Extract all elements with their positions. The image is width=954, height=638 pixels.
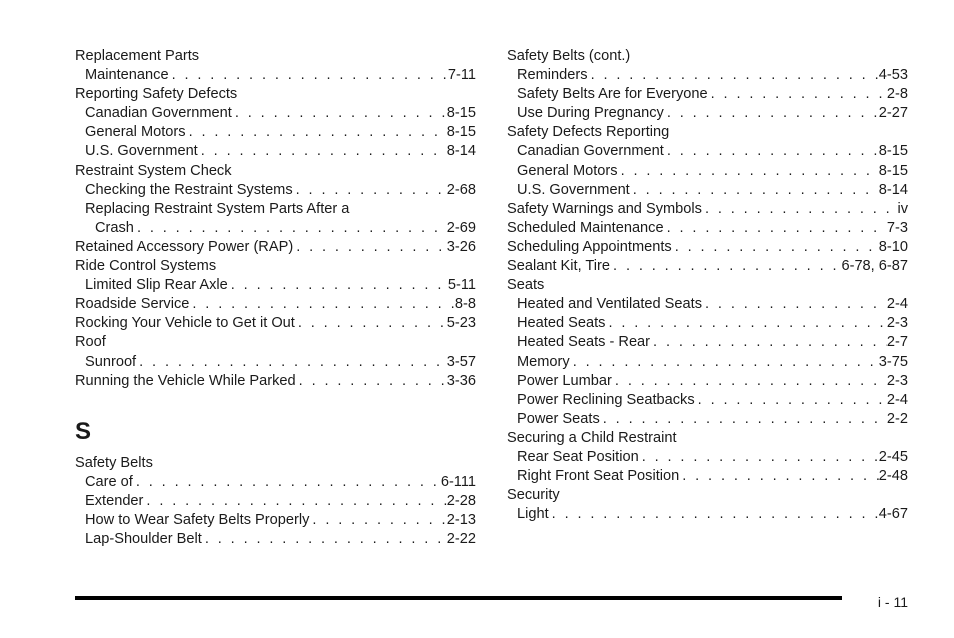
entry-text: Safety Defects Reporting (507, 124, 670, 141)
entry-text: Extender (85, 492, 144, 509)
index-subentry (75, 492, 476, 511)
page-reference: 3-26 (446, 238, 476, 255)
entry-text: General Motors (85, 124, 186, 141)
index-subentry (75, 142, 476, 161)
page-reference: 8-15 (878, 162, 908, 179)
dot-leader (702, 295, 887, 314)
dot-leader (702, 200, 898, 219)
entry-text: Reporting Safety Defects (75, 86, 238, 103)
dot-leader (198, 142, 447, 161)
entry-text: Safety Warnings and Symbols (507, 200, 702, 217)
entry-text: Power Seats (517, 410, 600, 427)
index-subentry (507, 142, 908, 161)
page-reference: 8-10 (878, 238, 908, 255)
index-column-right (507, 47, 908, 524)
index-entry (75, 454, 476, 473)
page-reference: 6-111 (440, 473, 476, 490)
index-entry (507, 200, 908, 219)
entry-text: Security (507, 487, 560, 504)
entry-text: Roof (75, 334, 106, 351)
index-entry (75, 47, 476, 66)
page-reference: 4-67 (878, 506, 908, 523)
page-reference: 2-48 (878, 468, 908, 485)
dot-leader (228, 276, 448, 295)
dot-leader (610, 257, 841, 276)
entry-text: Power Lumbar (517, 372, 612, 389)
index-entry (75, 162, 476, 181)
page-reference: 8-15 (878, 143, 908, 160)
page-reference: 4-53 (878, 67, 908, 84)
entry-text: Safety Belts (75, 454, 153, 471)
index-subentry (75, 353, 476, 372)
dot-leader (143, 492, 446, 511)
page-reference: 2-45 (878, 448, 908, 465)
index-subentry (75, 473, 476, 492)
index-subentry (75, 219, 476, 238)
index-subentry (507, 353, 908, 372)
dot-leader (549, 505, 879, 524)
dot-leader (309, 511, 446, 530)
index-entry (507, 238, 908, 257)
dot-leader (708, 85, 887, 104)
index-subentry (75, 66, 476, 85)
entry-text: U.S. Government (517, 181, 630, 198)
index-subentry (75, 511, 476, 530)
entry-text: Restraint System Check (75, 162, 232, 179)
entry-text: Securing a Child Restraint (507, 429, 677, 446)
dot-leader (202, 530, 447, 549)
index-subentry (75, 200, 476, 219)
index-subentry (75, 276, 476, 295)
index-subentry (75, 104, 476, 123)
dot-leader (679, 467, 879, 486)
page-reference: 8-14 (446, 143, 476, 160)
dot-leader (605, 314, 886, 333)
page-reference: 5-11 (447, 277, 476, 294)
dot-leader (695, 391, 887, 410)
page-reference: 2-27 (878, 105, 908, 122)
dot-leader (664, 142, 879, 161)
index-subentry (507, 448, 908, 467)
dot-leader (293, 181, 447, 200)
page-reference: 3-36 (446, 372, 476, 389)
index-subentry (507, 314, 908, 333)
dot-leader (650, 333, 887, 352)
entry-text: Sealant Kit, Tire (507, 258, 611, 275)
dot-leader (612, 372, 887, 391)
dot-leader (664, 219, 887, 238)
entry-text: Care of (85, 473, 133, 490)
section-letter: S (75, 417, 92, 445)
page-reference: 2-7 (886, 334, 908, 351)
page-reference: 2-28 (446, 492, 476, 509)
dot-leader (134, 219, 447, 238)
page-reference: 2-4 (886, 296, 908, 313)
entry-text: Use During Pregnancy (517, 105, 664, 122)
page-reference: iv (897, 200, 908, 217)
index-subentry (507, 85, 908, 104)
index-entry (507, 123, 908, 142)
index-subentry (507, 333, 908, 352)
page-reference: 2-3 (886, 315, 908, 332)
page-reference: 2-4 (886, 391, 908, 408)
page-number: i - 11 (877, 594, 908, 610)
dot-leader (672, 238, 879, 257)
page-reference: 2-13 (446, 512, 476, 529)
dot-leader (186, 123, 447, 142)
entry-text: Light (517, 506, 549, 523)
index-subentry (75, 123, 476, 142)
entry-text: Retained Accessory Power (RAP) (75, 238, 294, 255)
entry-text: Right Front Seat Position (517, 468, 680, 485)
index-entry (507, 47, 908, 66)
entry-text: General Motors (517, 162, 618, 179)
entry-text: Scheduling Appointments (507, 238, 672, 255)
dot-leader (618, 162, 879, 181)
entry-text: Canadian Government (85, 105, 232, 122)
index-entry (75, 85, 476, 104)
page-reference: 2-8 (886, 86, 908, 103)
index-entry (507, 429, 908, 448)
index-entry (507, 276, 908, 295)
entry-text: Reminders (517, 67, 588, 84)
page-reference: 7-3 (886, 219, 908, 236)
index-entry (75, 314, 476, 333)
page-reference: 3-57 (446, 353, 476, 370)
section-gap (75, 391, 476, 410)
index-column-left (75, 47, 476, 549)
page-reference: 5-23 (446, 315, 476, 332)
index-subentry (507, 467, 908, 486)
entry-text: Power Reclining Seatbacks (517, 391, 695, 408)
dot-leader (189, 295, 455, 314)
entry-text: Replacement Parts (75, 48, 200, 64)
entry-text: Heated and Ventilated Seats (517, 296, 702, 313)
dot-leader (133, 473, 441, 492)
index-entry (75, 238, 476, 257)
page-reference: 7-11 (447, 67, 476, 84)
page-reference: 2-69 (446, 219, 476, 236)
index-entry (75, 333, 476, 352)
entry-text: Lap-Shoulder Belt (85, 531, 202, 548)
index-subentry (75, 530, 476, 549)
page-reference: 8-15 (446, 105, 476, 122)
entry-text: Safety Belts Are for Everyone (517, 86, 708, 103)
entry-text: Replacing Restraint System Parts After a (85, 200, 350, 217)
dot-leader (296, 372, 447, 391)
index-subentry (507, 66, 908, 85)
index-subentry (507, 181, 908, 200)
index-subentry (507, 162, 908, 181)
index-entry (507, 219, 908, 238)
index-subentry (507, 104, 908, 123)
index-entry (75, 372, 476, 391)
index-subentry (507, 295, 908, 314)
entry-text: Limited Slip Rear Axle (85, 277, 228, 294)
dot-leader (588, 66, 879, 85)
page-reference: 2-68 (446, 181, 476, 198)
index-subentry (507, 410, 908, 429)
index-subentry (75, 181, 476, 200)
entry-text: Running the Vehicle While Parked (75, 372, 296, 389)
index-subentry (507, 372, 908, 391)
index-subentry (507, 391, 908, 410)
entry-text: Heated Seats - Rear (517, 334, 651, 351)
page-reference: 8-14 (878, 181, 908, 198)
page-reference: 3-75 (878, 353, 908, 370)
entry-text: Checking the Restraint Systems (85, 181, 293, 198)
entry-text: Memory (517, 353, 570, 370)
entry-text: Sunroof (85, 353, 137, 370)
entry-text: Scheduled Maintenance (507, 219, 664, 236)
dot-leader (136, 353, 447, 372)
dot-leader (600, 410, 887, 429)
dot-leader (293, 238, 447, 257)
entry-text: How to Wear Safety Belts Properly (85, 512, 310, 529)
entry-text: Roadside Service (75, 296, 190, 313)
entry-text: Maintenance (85, 67, 169, 84)
page-reference: 8-15 (446, 124, 476, 141)
page-reference: 2-22 (446, 531, 476, 548)
entry-text: Canadian Government (517, 143, 664, 160)
dot-leader (630, 181, 879, 200)
index-subentry (507, 505, 908, 524)
entry-text: Ride Control Systems (75, 258, 217, 275)
entry-text: Safety Belts (cont.) (507, 48, 631, 64)
entry-text: Heated Seats (517, 315, 606, 332)
dot-leader (169, 66, 448, 85)
index-entry (75, 295, 476, 314)
entry-text: Crash (95, 219, 134, 236)
footer-rule (75, 596, 842, 600)
index-entry (75, 257, 476, 276)
dot-leader (664, 104, 879, 123)
entry-text: Rocking Your Vehicle to Get it Out (75, 315, 295, 332)
dot-leader (295, 314, 447, 333)
index-entry (507, 486, 908, 505)
dot-leader (570, 353, 879, 372)
entry-text: Rear Seat Position (517, 448, 639, 465)
dot-leader (232, 104, 447, 123)
dot-leader (639, 448, 879, 467)
entry-text: U.S. Government (85, 143, 198, 160)
page-reference: 2-2 (886, 410, 908, 427)
page-reference: 6-78, 6-87 (841, 258, 908, 275)
index-entry (507, 257, 908, 276)
entry-text: Seats (507, 277, 545, 294)
page-reference: 2-3 (886, 372, 908, 389)
page-reference: 8-8 (454, 296, 476, 313)
